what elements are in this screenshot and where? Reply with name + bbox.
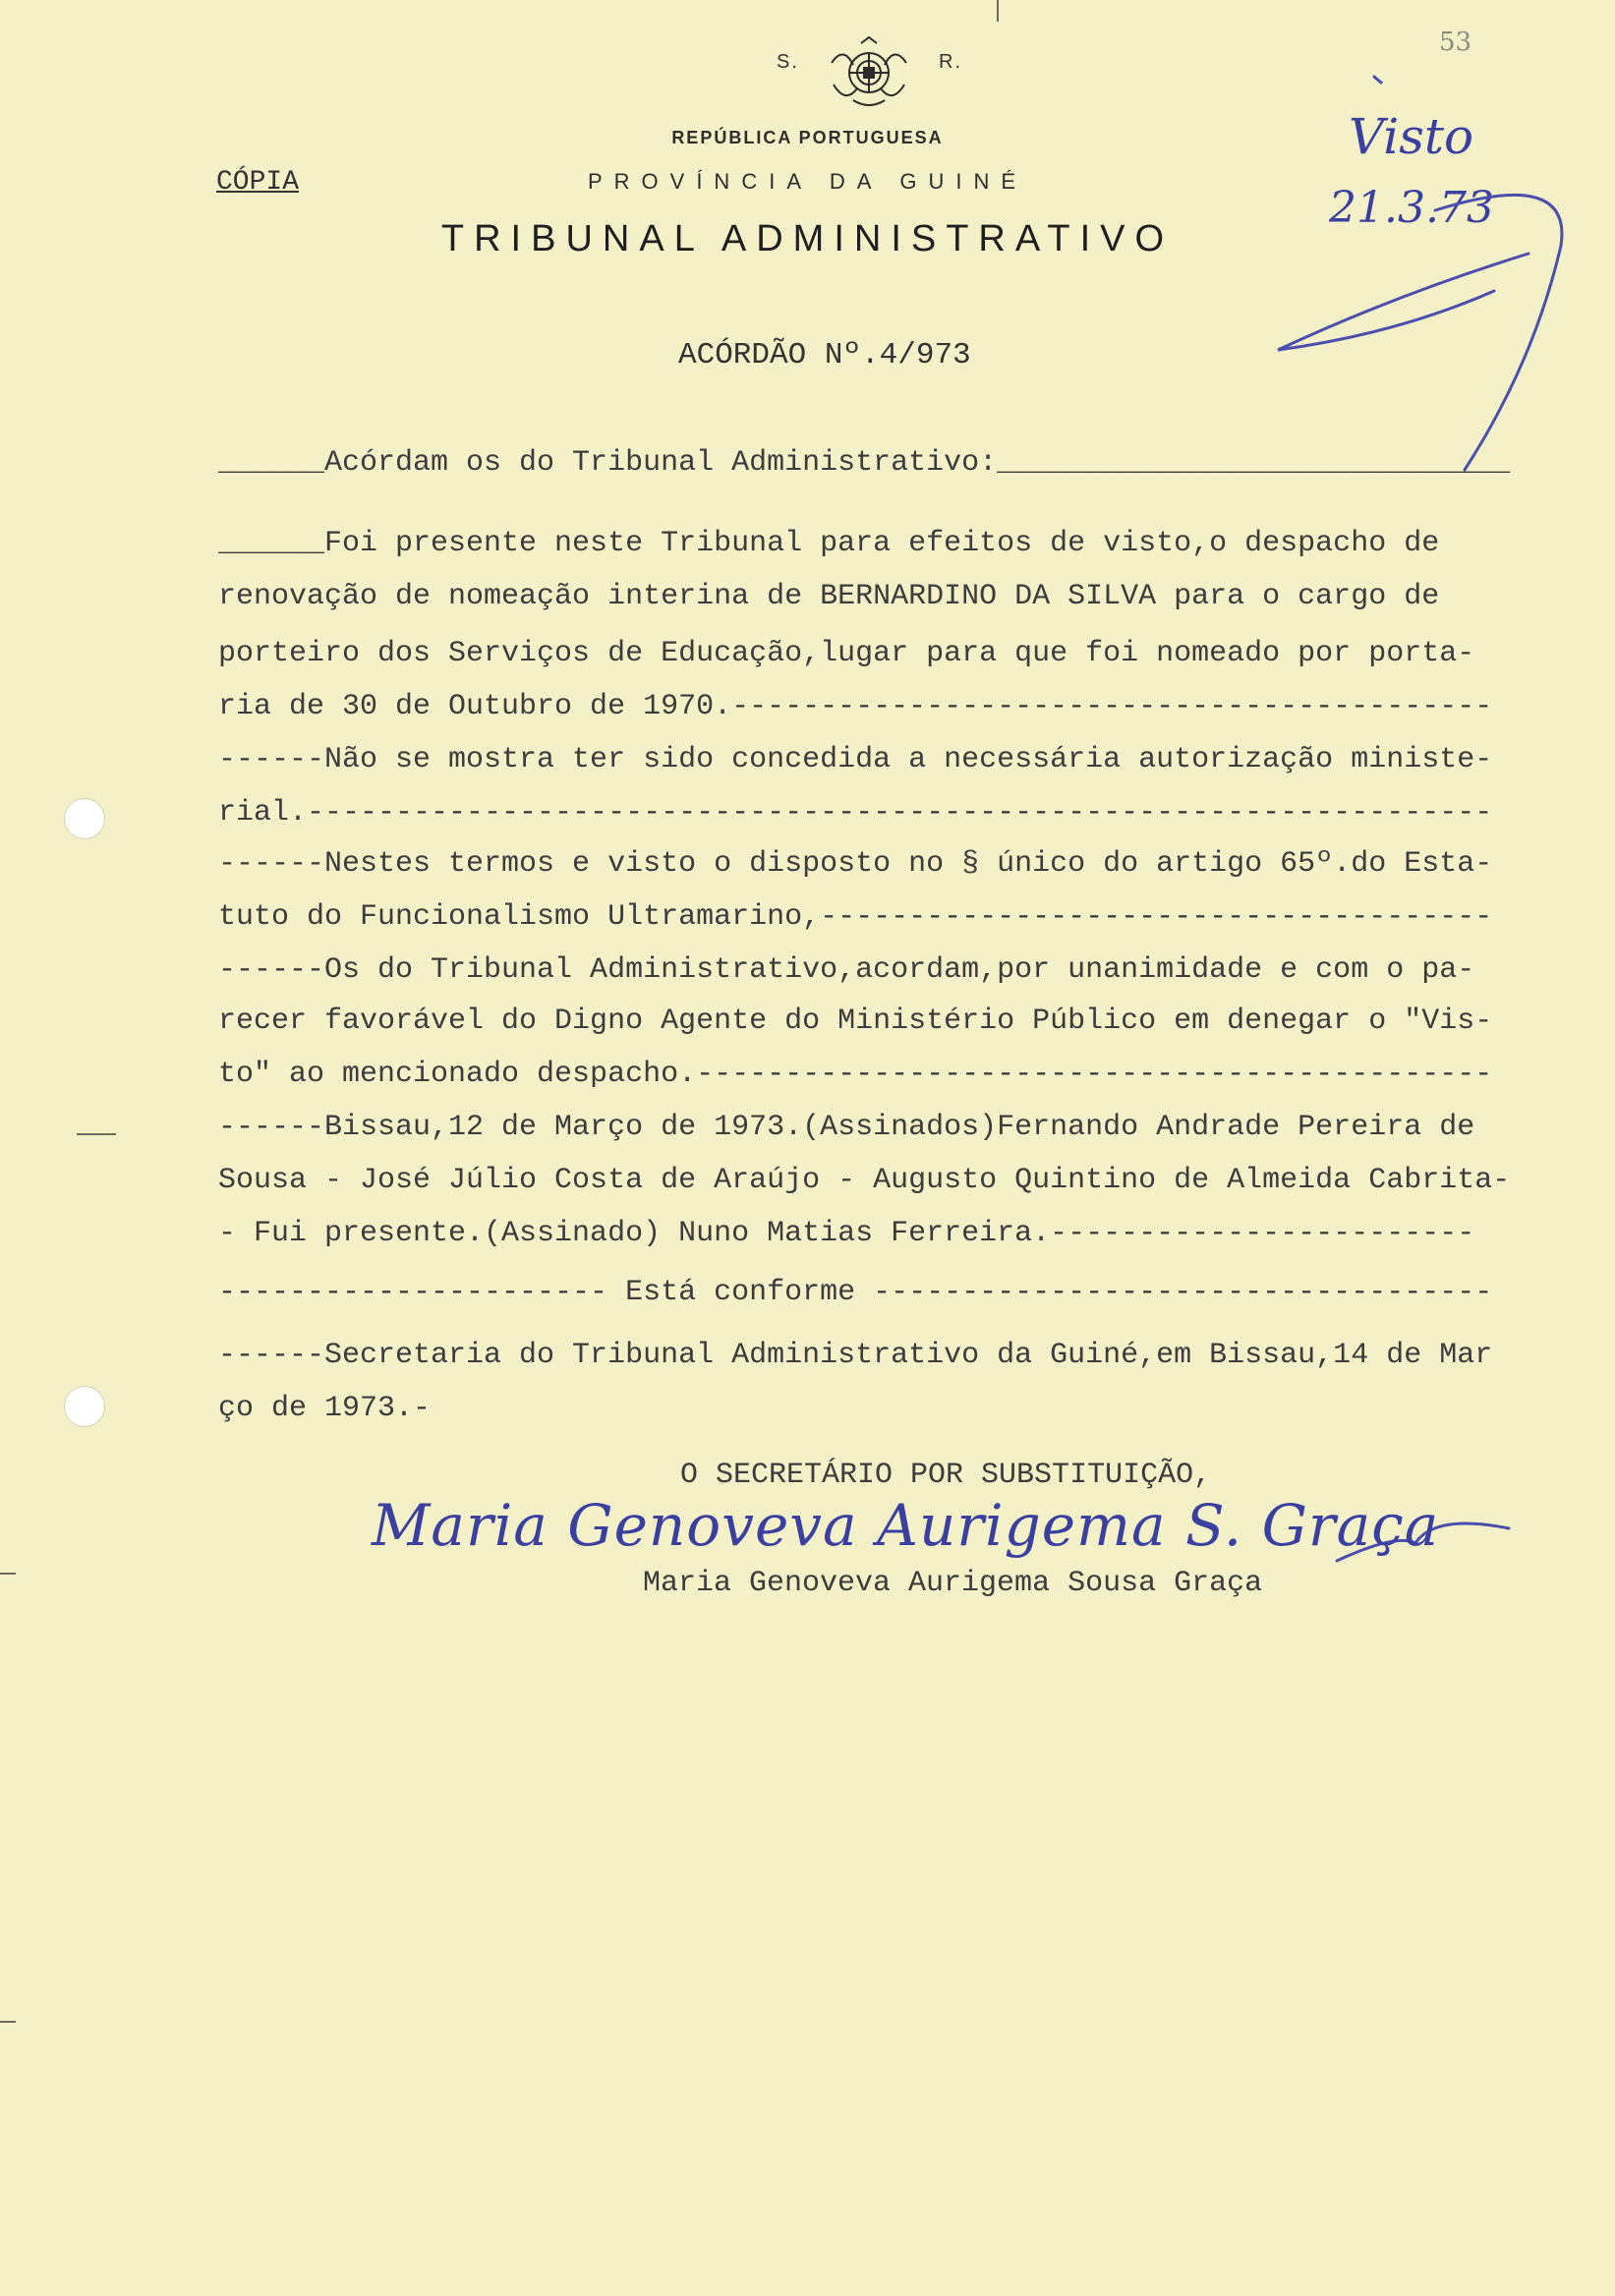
visto-date: 21.3.73: [1329, 183, 1494, 233]
header-s: S.: [777, 51, 799, 73]
text-line: ------Os do Tribunal Administrativo,acordam,por unanimidade e com o pa-: [218, 953, 1475, 987]
text-line: ---------------------- Está conforme -----------------------------------: [218, 1276, 1493, 1309]
header-tribunal: TRIBUNAL ADMINISTRATIVO: [440, 218, 1175, 259]
text-line: Sousa - José Júlio Costa de Araújo - Augusto Quintino de Almeida Cabrita-: [218, 1164, 1511, 1197]
text-line: ------Bissau,12 de Março de 1973.(Assinados)Fernando Andrade Pereira de: [218, 1111, 1475, 1144]
handwritten-signature: Maria Genoveva Aurigema S. Graça: [372, 1492, 1440, 1559]
header-republic: REPÚBLICA PORTUGUESA: [671, 128, 944, 147]
text-line: recer favorável do Digno Agente do Ministério Público em denegar o "Vis-: [218, 1004, 1493, 1038]
text-line: renovação de nomeação interina de BERNARDINO DA SILVA para o cargo de: [218, 580, 1440, 613]
text-line: porteiro dos Serviços de Educação,lugar para que foi nomeado por porta-: [218, 637, 1475, 670]
header-r: R.: [939, 51, 962, 73]
text-line: - Fui presente.(Assinado) Nuno Matias Ferreira.------------------------: [218, 1217, 1475, 1250]
text-line: ------Não se mostra ter sido concedida a necessária autorização ministe-: [218, 743, 1493, 776]
text-line: to" ao mencionado despacho.---------------------------------------------: [218, 1058, 1493, 1091]
text-line: ------Secretaria do Tribunal Administrativo da Guiné,em Bissau,14 de Mar: [218, 1339, 1493, 1372]
text-line: ------Nestes termos e visto o disposto no § único do artigo 65º.do Esta-: [218, 847, 1493, 881]
text-line: ______Foi presente neste Tribunal para efeitos de visto,o despacho de: [218, 527, 1440, 560]
secretary-title: O SECRETÁRIO POR SUBSTITUIÇÃO,: [680, 1459, 1212, 1492]
text-line: rial.-------------------------------------------------------------------: [218, 796, 1493, 830]
folio-number: 53: [1439, 28, 1472, 57]
text-line: ______Acórdam os do Tribunal Administrativo:_____________________________: [218, 446, 1511, 480]
text-line: tuto do Funcionalismo Ultramarino,--------------------------------------: [218, 900, 1493, 934]
visto-annotation: Visto: [1349, 108, 1474, 165]
header-province: PROVÍNCIA DA GUINÉ: [587, 169, 1028, 194]
decision-title: ACÓRDÃO Nº.4/973: [678, 338, 971, 373]
copy-label: CÓPIA: [216, 167, 300, 198]
text-line: ço de 1973.-: [218, 1392, 432, 1425]
signatory-name: Maria Genoveva Aurigema Sousa Graça: [643, 1567, 1263, 1600]
text-line: ria de 30 de Outubro de 1970.-------------------------------------------: [218, 690, 1493, 723]
